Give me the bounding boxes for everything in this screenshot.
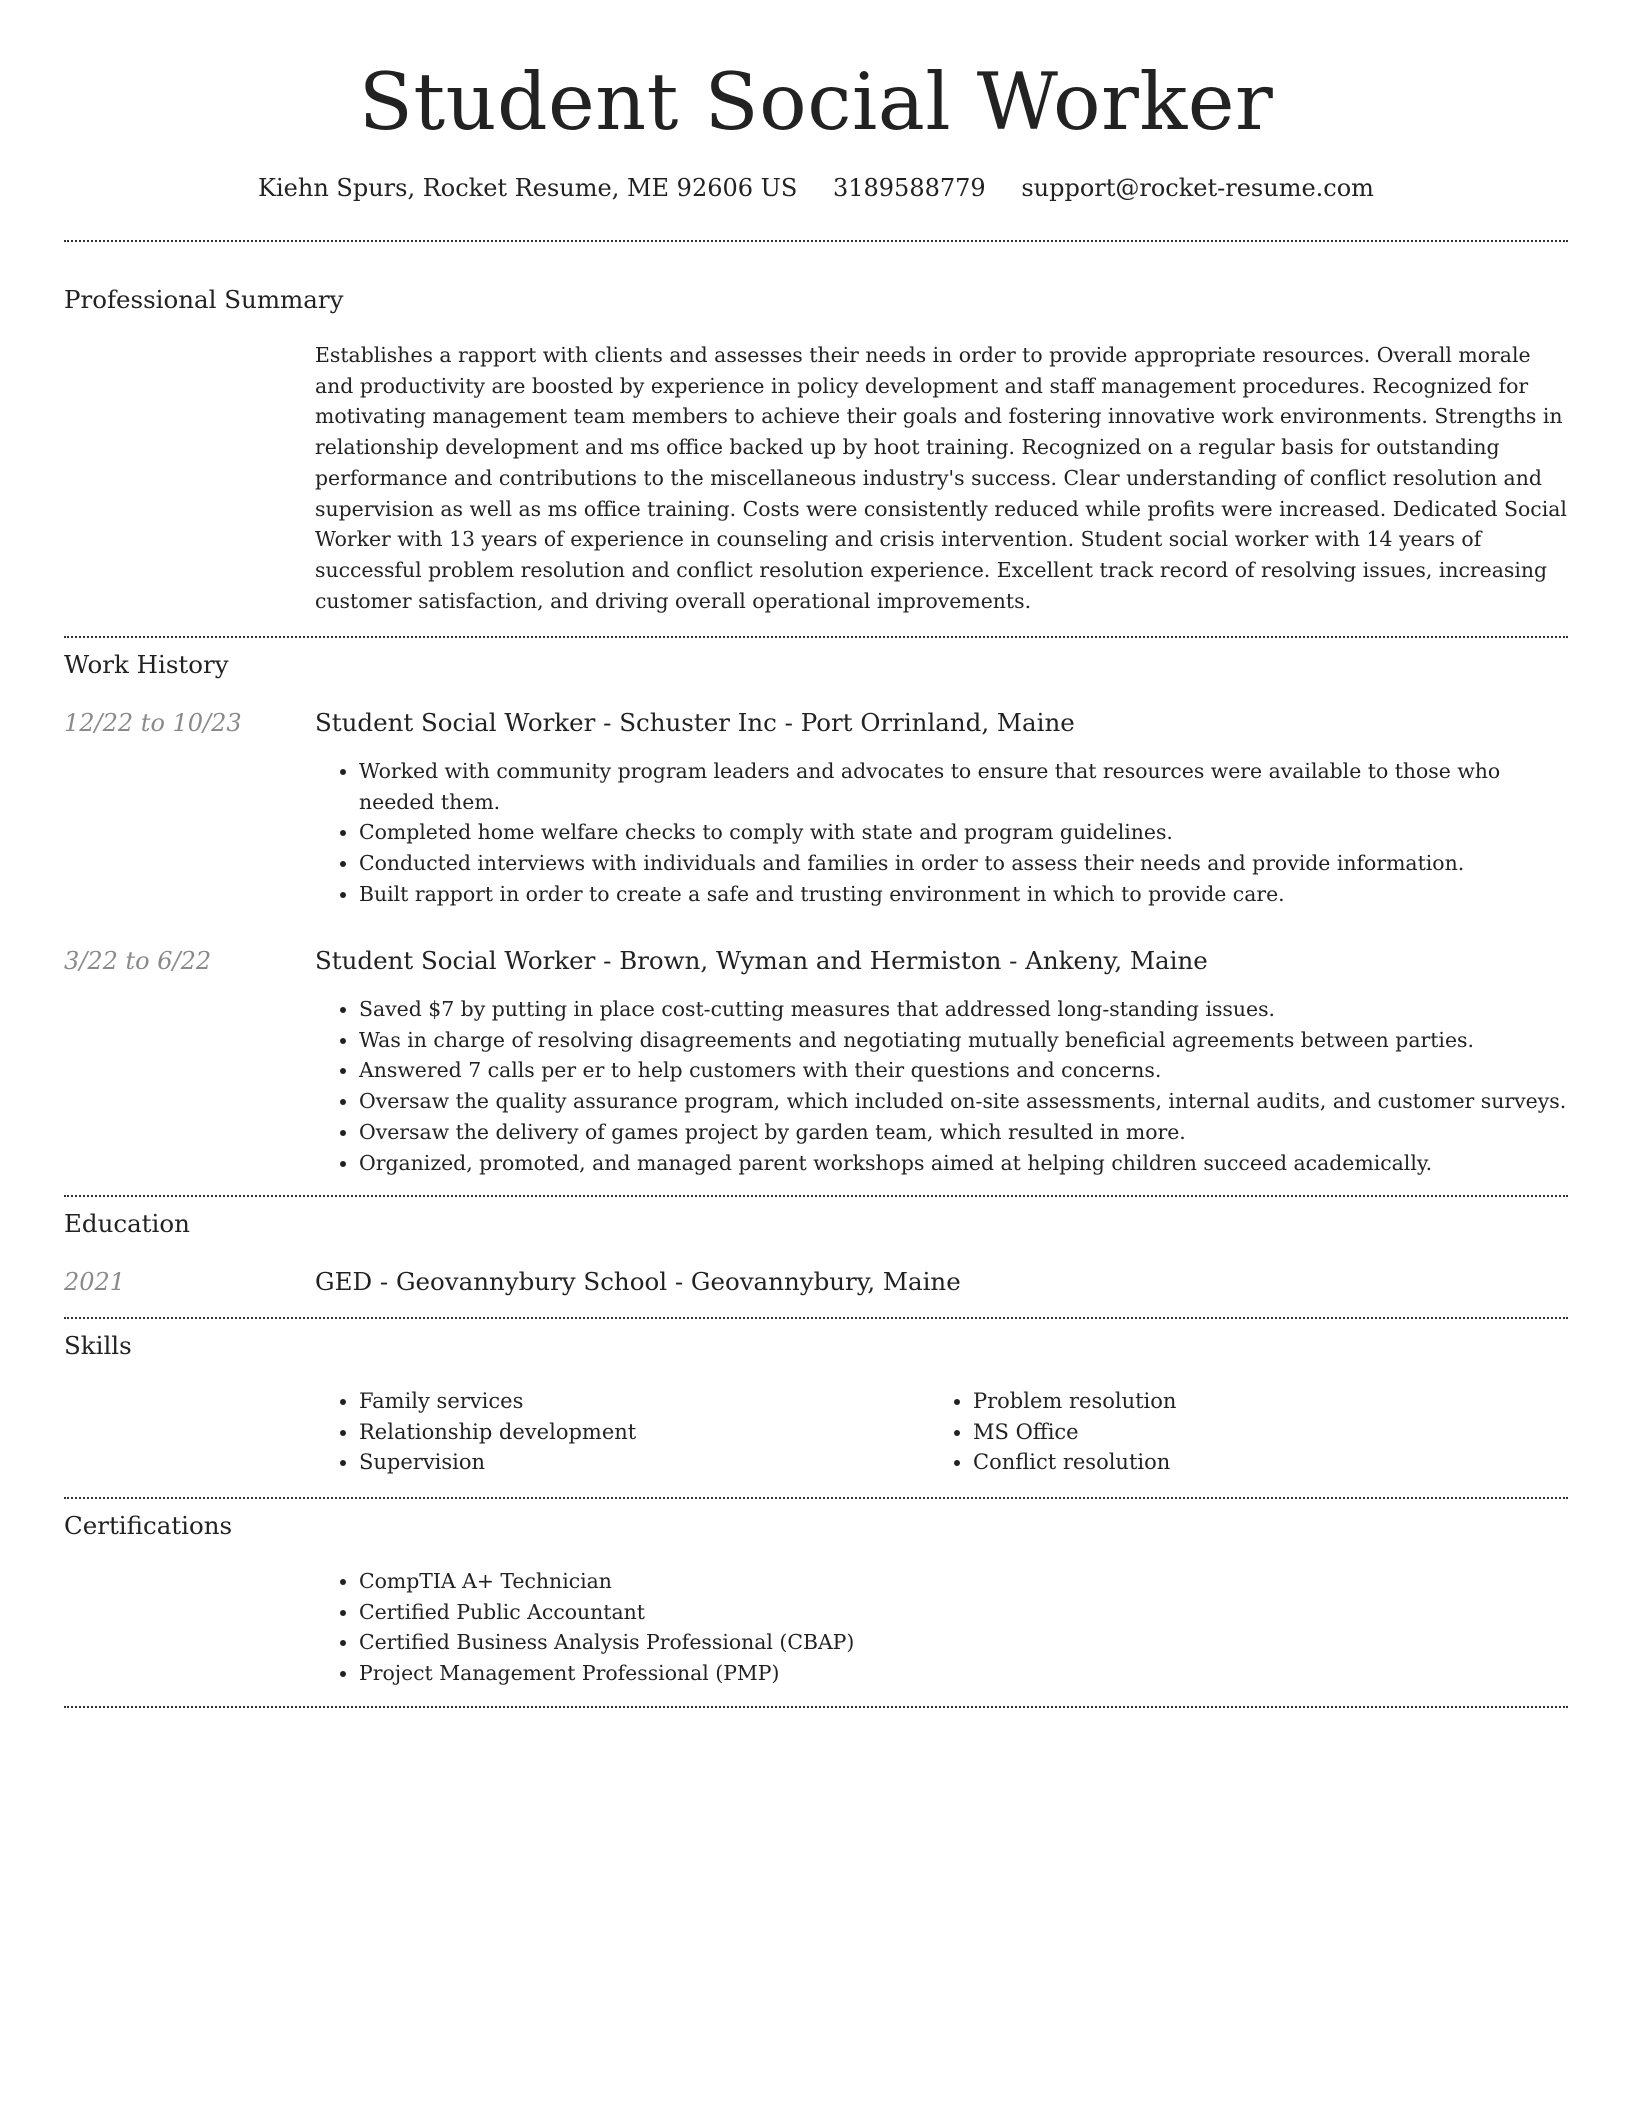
skills-list-right	[929, 1386, 1529, 1478]
job-dates: 3/22 to 6/22	[64, 947, 212, 975]
job-heading: Student Social Worker - Brown, Wyman and Hermiston - Ankeny, Maine	[315, 946, 1208, 975]
list-item: • Completed home welfare checks to comply with state and program guidelines.	[359, 817, 1568, 848]
section-title-education: Education	[64, 1209, 190, 1238]
list-item: • Built rapport in order to create a safe and trusting environment in which to provide care.	[359, 879, 1568, 910]
job-bullets	[315, 756, 1568, 910]
divider	[64, 1195, 1568, 1197]
list-item: • Answered 7 calls per er to help customers with their questions and concerns.	[359, 1055, 1568, 1086]
list-item: • Was in charge of resolving disagreements and negotiating mutually beneficial agreements between parties.	[359, 1025, 1568, 1056]
list-item: • Project Management Professional (PMP)	[359, 1658, 1568, 1689]
list-item: • Certified Business Analysis Professional (CBAP)	[359, 1627, 1568, 1658]
section-title-summary: Professional Summary	[64, 285, 344, 314]
job-bullets	[315, 994, 1568, 1178]
list-item: • Oversaw the quality assurance program, which included on-site assessments, internal audits, and customer surveys.	[359, 1086, 1568, 1117]
list-item: • Problem resolution	[973, 1386, 1529, 1417]
list-item: • Supervision	[359, 1447, 915, 1478]
list-item: • CompTIA A+ Technician	[359, 1566, 1568, 1597]
list-item: • MS Office	[973, 1417, 1529, 1448]
education-year: 2021	[64, 1268, 126, 1296]
list-item: • Worked with community program leaders and advocates to ensure that resources were available to those who needed them.	[359, 756, 1568, 817]
list-item: • Family services	[359, 1386, 915, 1417]
section-title-work-history: Work History	[64, 650, 229, 679]
list-item: • Conducted interviews with individuals and families in order to assess their needs and provide information.	[359, 848, 1568, 879]
divider	[64, 1706, 1568, 1708]
divider	[64, 1317, 1568, 1319]
section-title-skills: Skills	[64, 1331, 132, 1360]
divider	[64, 240, 1568, 242]
divider	[64, 1497, 1568, 1499]
list-item: • Organized, promoted, and managed parent workshops aimed at helping children succeed academically.	[359, 1148, 1568, 1179]
certifications-list	[315, 1566, 1568, 1689]
list-item: • Oversaw the delivery of games project by garden team, which resulted in more.	[359, 1117, 1568, 1148]
candidate-name: Student Social Worker	[358, 56, 1274, 148]
list-item: • Relationship development	[359, 1417, 915, 1448]
list-item: • Conflict resolution	[973, 1447, 1529, 1478]
divider	[64, 636, 1568, 638]
job-dates: 12/22 to 10/23	[64, 709, 242, 737]
skills-list-left	[315, 1386, 915, 1478]
section-title-certifications: Certifications	[64, 1511, 233, 1540]
contact-line	[0, 170, 1632, 206]
contact-email: support@rocket-resume.com	[1021, 174, 1374, 202]
summary-text: Establishes a rapport with clients and assesses their needs in order to provide appropriate resources. Overall morale and productivity are boosted by experience in policy development and staff management procedures. Recognized for motivating management team members to achieve their goals and fostering innovative work environments. Strengths in relationship development and ms office backed up by hoot training. Recognized on a regular basis for outstanding performance and contributions to the miscellaneous industry's success. Clear understanding of conflict resolution and supervision as well as ms office training. Costs were consistently reduced while profits were increased. Dedicated Social Worker with 13 years of experience in counseling and crisis intervention. Student social worker with 14 years of successful problem resolution and conflict resolution experience. Excellent track record of resolving issues, increasing customer satisfaction, and driving overall operational improvements.	[315, 343, 1567, 613]
list-item: • Certified Public Accountant	[359, 1597, 1568, 1628]
contact-phone: 3189588779	[832, 174, 986, 202]
job-heading: Student Social Worker - Schuster Inc - Port Orrinland, Maine	[315, 708, 1075, 737]
list-item: • Saved $7 by putting in place cost-cutting measures that addressed long-standing issues.	[359, 994, 1568, 1025]
contact-address: Kiehn Spurs, Rocket Resume, ME 92606 US	[258, 174, 798, 202]
education-entry: GED - Geovannybury School - Geovannybury, Maine	[315, 1267, 961, 1296]
